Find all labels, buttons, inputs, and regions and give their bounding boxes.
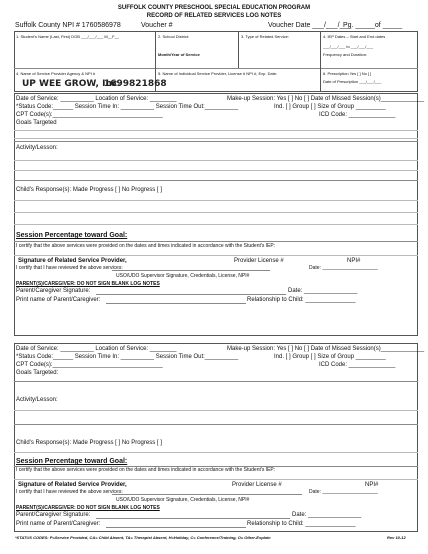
s2-parent-date[interactable]: Date: ________________ — [292, 512, 362, 518]
s1-goals-line[interactable] — [14, 130, 418, 131]
s2-supervisor-signature-line[interactable] — [112, 494, 302, 495]
frequency-duration-field[interactable]: Frequency and Duration: — [323, 52, 368, 57]
s1-response-line[interactable] — [14, 224, 418, 225]
s2-goals-label: Goals Targeted: — [16, 370, 59, 376]
status-codes-legend: *STATUS CODES: P=Service Provided, CA= Child Absent, TA= Therapist Absent, H=Holiday, C= Conference/Training, O= Other-Explain — [15, 535, 271, 540]
s2-status-time[interactable]: *Status Code:______ Session Time In: __________ Session Time Out:__________ — [16, 354, 239, 360]
s1-goals-line[interactable] — [14, 138, 418, 139]
s1-parent-date[interactable]: Date: ________________ — [288, 288, 358, 294]
s1-npi-label: NPI# — [347, 258, 361, 264]
s1-provider-signature-label: Signature of Related Service Provider, — [18, 258, 127, 264]
s1-review-text: I certify that I have reviewed the above services: — [16, 265, 123, 271]
s2-activity-label: Activity/Lesson: — [16, 397, 58, 403]
s2-provider-signature-label: Signature of Related Service Provider, — [18, 482, 127, 488]
revision-label: Rev 10-12 — [387, 535, 406, 540]
grid-col-2 — [238, 31, 239, 68]
s1-supervisor-signature-line[interactable] — [112, 270, 270, 271]
prescription-date-field[interactable]: Date of Prescription ___/___/___ — [323, 79, 382, 84]
s1-session-percentage[interactable]: Session Percentage toward Goal: — [16, 232, 128, 239]
s2-icd-code[interactable]: ICD Code: ______________ — [319, 362, 396, 368]
s1-activity-line[interactable] — [14, 170, 418, 171]
s2-print-name[interactable]: Print name of Parent/Caregiver: — [16, 521, 101, 527]
s1-supervisor-label: USO/UDO Supervisor Signature, Credentials, License, NPI# — [116, 273, 250, 279]
s2-signature-line[interactable] — [14, 479, 418, 480]
s2-npi-label: NPI# — [365, 482, 379, 488]
s2-review-text: I certify that I have reviewed the above services: — [16, 489, 123, 495]
s2-relationship[interactable]: Relationship to Child: _______________ — [247, 521, 356, 527]
s1-signature-line[interactable] — [14, 255, 418, 256]
s2-divider — [14, 381, 418, 382]
s1-print-name-line[interactable] — [106, 303, 246, 304]
s1-certify-text: I certify that the above services were provided on the dates and times indicated in accordance with the Student's IEP: — [16, 243, 276, 249]
s2-print-name-line[interactable] — [106, 527, 246, 528]
s1-icd-code[interactable]: ICD Code: ______________ — [319, 112, 396, 118]
s2-supervisor-label: USO/UDO Supervisor Signature, Credentials, License, NPI# — [116, 497, 250, 503]
s2-review-date[interactable]: Date: ____________________ — [309, 489, 378, 495]
s1-relationship[interactable]: Relationship to Child: _______________ — [247, 297, 356, 303]
individual-provider-field[interactable]: 5. Name of Individual Service Provider, License # NPI #, Exp. Date: — [158, 71, 278, 76]
form-title: RECORD OF RELATED SERVICES LOG NOTES — [146, 13, 282, 19]
s1-response-line[interactable] — [14, 212, 418, 213]
s2-provider-license-label: Provider License # — [232, 482, 282, 488]
voucher-date[interactable]: Voucher Date ___/___/___ — [268, 22, 352, 29]
s2-makeup-session[interactable]: Make-up Session: Yes [ ] No [ ] Date of Missed Session(s)_____________ — [227, 346, 425, 352]
s2-group-type[interactable]: Ind. [ ] Group [ ] Size of Group _________ — [274, 354, 386, 360]
s1-provider-license-label: Provider License # — [234, 258, 284, 264]
s1-response-checkboxes[interactable]: Child's Response(s): Made Progress [ ] No Progress [ ] — [16, 187, 162, 193]
s2-certify-text: I certify that the above services were provided on the dates and times indicated in accordance with the Student's IEP: — [16, 467, 276, 473]
s1-status-time[interactable]: *Status Code:______ Session Time In: __________ Session Time Out:__________ — [16, 104, 239, 110]
s2-parent-warning: PARENT(S)/CAREGIVER: DO NOT SIGN BLANK LOG NOTES — [16, 505, 160, 511]
month-year-field[interactable]: Month/Year of Service — [158, 52, 200, 57]
s2-parent-signature[interactable]: Parent/Caregiver Signature: — [16, 512, 91, 518]
school-district-field[interactable]: 2. School District: — [158, 34, 190, 39]
s1-group-type[interactable]: Ind. [ ] Group [ ] Size of Group _________ — [274, 104, 386, 110]
s1-parent-warning: PARENT(S)/CAREGIVER: DO NOT SIGN BLANK LOG NOTES — [16, 281, 160, 287]
s1-activity-line[interactable] — [14, 160, 418, 161]
prescription-checkbox[interactable]: 6. Prescription Yes [ ] No [ ] — [323, 71, 372, 76]
iep-dates-label: 4. IEP Dates – Start and End dates — [323, 34, 386, 39]
s1-print-name[interactable]: Print name of Parent/Caregiver: — [16, 297, 101, 303]
s1-goals-label: Goals Targeted — [16, 120, 57, 126]
s1-response-line[interactable] — [14, 200, 418, 201]
s1-divider — [14, 241, 418, 242]
grid-divider — [14, 68, 418, 69]
s1-divider — [14, 141, 418, 142]
grid-col-3 — [320, 31, 321, 92]
iep-dates-field[interactable]: ___/___/___ to ___/___/___ — [323, 44, 374, 49]
county-npi: Suffolk County NPI # 1760586978 — [15, 22, 121, 29]
provider-agency-label: 4. Name of Service Provider Agency & NPI # — [16, 71, 96, 76]
related-service-field[interactable]: 3. Type of Related Service: — [241, 34, 289, 39]
s1-review-date[interactable]: Date: ____________________ — [309, 265, 378, 271]
s1-date-location[interactable]: Date of Service: __________ Location of Service: ________ — [16, 96, 177, 102]
s2-session-percentage[interactable]: Session Percentage toward Goal: — [16, 458, 128, 465]
s1-parent-signature-line[interactable] — [96, 294, 286, 295]
student-name-field[interactable]: 1. Student's Name (Last, First) DOB ___/___/___ M__F__ — [16, 34, 120, 39]
voucher-number[interactable]: Voucher # — [141, 22, 173, 29]
agency-name-handwritten: UP WEE GROW, Inc. — [22, 79, 121, 89]
s2-parent-signature-line[interactable] — [96, 518, 290, 519]
s2-response-line[interactable] — [14, 452, 418, 453]
s2-response-checkboxes[interactable]: Child's Response(s): Made Progress [ ] No Progress [ ] — [16, 440, 162, 446]
s2-date-location[interactable]: Date of Service: __________ Location of Service: ________ — [16, 346, 177, 352]
s1-makeup-session[interactable]: Make-up Session: Yes [ ] No [ ] Date of Missed Session(s)_____________ — [227, 96, 425, 102]
s2-cpt-codes[interactable]: CPT Code(s):_________________________________ — [16, 362, 163, 368]
program-title: SUFFOLK COUNTY PRESCHOOL SPECIAL EDUCATION PROGRAM — [117, 5, 311, 11]
page-count[interactable]: Pg. _____of _____ — [343, 22, 403, 29]
s1-activity-label: Activity/Lesson: — [16, 145, 58, 151]
s1-divider — [14, 180, 418, 181]
s1-cpt-codes[interactable]: CPT Code(s):_________________________________ — [16, 112, 163, 118]
s2-divider — [14, 424, 418, 425]
agency-npi-handwritten: 1699821868 — [104, 79, 167, 89]
s2-activity-line[interactable] — [14, 410, 418, 411]
s1-parent-signature[interactable]: Parent/Caregiver Signature: — [16, 288, 91, 294]
log-note-section-2 — [14, 343, 418, 532]
